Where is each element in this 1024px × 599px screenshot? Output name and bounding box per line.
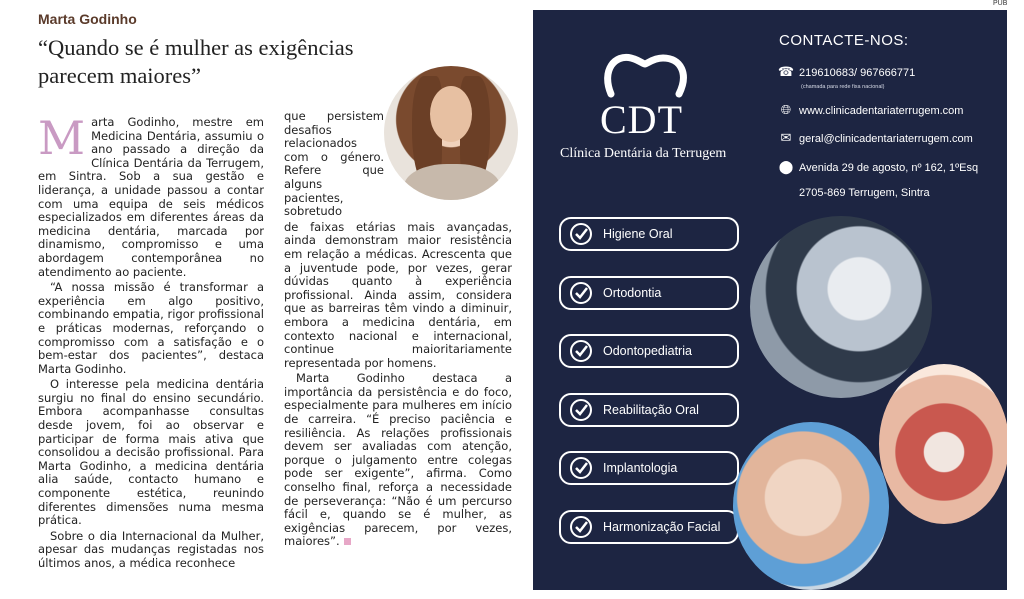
service-implantologia: Implantologia bbox=[559, 451, 739, 485]
check-circle-icon bbox=[569, 398, 593, 422]
service-higiene-oral: Higiene Oral bbox=[559, 217, 739, 251]
end-mark bbox=[344, 538, 351, 545]
paragraph: O interesse pela medicina dentária surgiu no final do ensino secundário. Embora acompanhasse consultas desde jovem, foi ao observar e participar de forma mais ativa que consolidou a decisão profissional. Para Marta Godinho, a medicina dentária alia saúde, contacto humano e componente estética, reunindo diferentes dimensões numa mesma prática. bbox=[38, 377, 264, 528]
paragraph: “A nossa missão é transformar a experiência em algo positivo, combinando empatia, rigor profissional e práticas modernas, reforçando o compromisso com a satisfação e o bem-estar dos pacientes”, destaca Marta Godinho. bbox=[38, 280, 264, 376]
paragraph: Marta Godinho destaca a importância da persistência e do foco, especialmente para mulheres em início de carreira. “É preciso paciência e resiliência. As relações profissionais devem ser avaliadas com atenção, porque o julgamento entre colegas pode ser exigente”, afirma. Como conselho final, reforça a necessidade de perseverança: “Não é um percurso fácil e, quando se é mulher, as exigências parecem, por vezes, maiores”. bbox=[284, 371, 512, 549]
address-line-2: 2705-869 Terrugem, Sintra bbox=[799, 187, 930, 199]
mail-icon: ✉ bbox=[780, 130, 792, 145]
paragraph: Sobre o dia Internacional da Mulher, apesar das mudanças registadas nos últimos anos, a médica reconhece bbox=[38, 528, 264, 570]
clinic-name: Clínica Dentária da Terrugem bbox=[560, 146, 727, 161]
teeth-photo bbox=[879, 364, 1007, 524]
dropcap: M bbox=[38, 111, 86, 165]
check-circle-icon bbox=[569, 456, 593, 480]
clinic-advertisement bbox=[533, 10, 1007, 590]
paragraph: de faixas etárias mais avançadas, ainda demonstram maior resistência em relação a médicas. Acrescenta que a juventude pode, por vezes, gerar dúvidas quanto à experiência profissional. Ainda assim, considera que as barreiras têm vindo a diminuir, embora a medicina dentária, em contexto nacional e internacional, continue maioritariamente representada por homens. bbox=[284, 219, 512, 370]
headline: “Quando se é mulher as exigências parecem maiores” bbox=[38, 35, 354, 88]
check-circle-icon bbox=[569, 339, 593, 363]
logo-text: CDT bbox=[600, 97, 683, 142]
paragraph: Marta Godinho, mestre em Medicina Dentária, assumiu o ano passado a direção da Clínica Dentária da Terrugem, em Sintra. Sob a sua gestão e liderança, a unidade passou a contar com uma equipa de seis médicos especializados em diferentes áreas da medicina dentária, marcada por dinamismo, compromisso e uma abordagem contemporânea no atendimento ao paciente. bbox=[38, 111, 264, 279]
phone-note: (chamada para rede fixa nacional) bbox=[801, 84, 885, 90]
contact-title: CONTACTE-NOS: bbox=[779, 32, 909, 49]
facial-treatment-photo bbox=[733, 422, 889, 590]
article-column-2 bbox=[284, 110, 512, 551]
phone-row: ☎ 219610683/ 967666771 bbox=[777, 64, 916, 79]
check-circle-icon bbox=[569, 222, 593, 246]
dentist-photo bbox=[750, 216, 932, 398]
service-odontopediatria: Odontopediatria bbox=[559, 334, 739, 368]
website-row[interactable]: 🌐︎ www.clinicadentariaterrugem.com bbox=[777, 102, 963, 118]
check-circle-icon bbox=[569, 515, 593, 539]
article-column-1 bbox=[38, 111, 264, 573]
address-row: ⬤ Avenida 29 de agosto, nº 162, 1ºEsq bbox=[778, 159, 979, 174]
paragraph: que persistem desafios relacionados com o género. Refere que alguns pacientes, sobretudo bbox=[284, 109, 384, 219]
email-row[interactable]: ✉ geral@clinicadentariaterrugem.com bbox=[777, 130, 973, 146]
phone-icon: ☎ bbox=[777, 64, 795, 79]
pub-tag: PUB bbox=[993, 0, 1008, 7]
service-harmonizacao-facial: Harmonização Facial bbox=[559, 510, 739, 544]
check-circle-icon bbox=[569, 281, 593, 305]
service-reabilitacao-oral: Reabilitação Oral bbox=[559, 393, 739, 427]
globe-icon: 🌐︎ bbox=[780, 102, 792, 117]
location-pin-icon: ⬤ bbox=[778, 159, 794, 174]
service-ortodontia: Ortodontia bbox=[559, 276, 739, 310]
author-name: Marta Godinho bbox=[38, 11, 137, 27]
